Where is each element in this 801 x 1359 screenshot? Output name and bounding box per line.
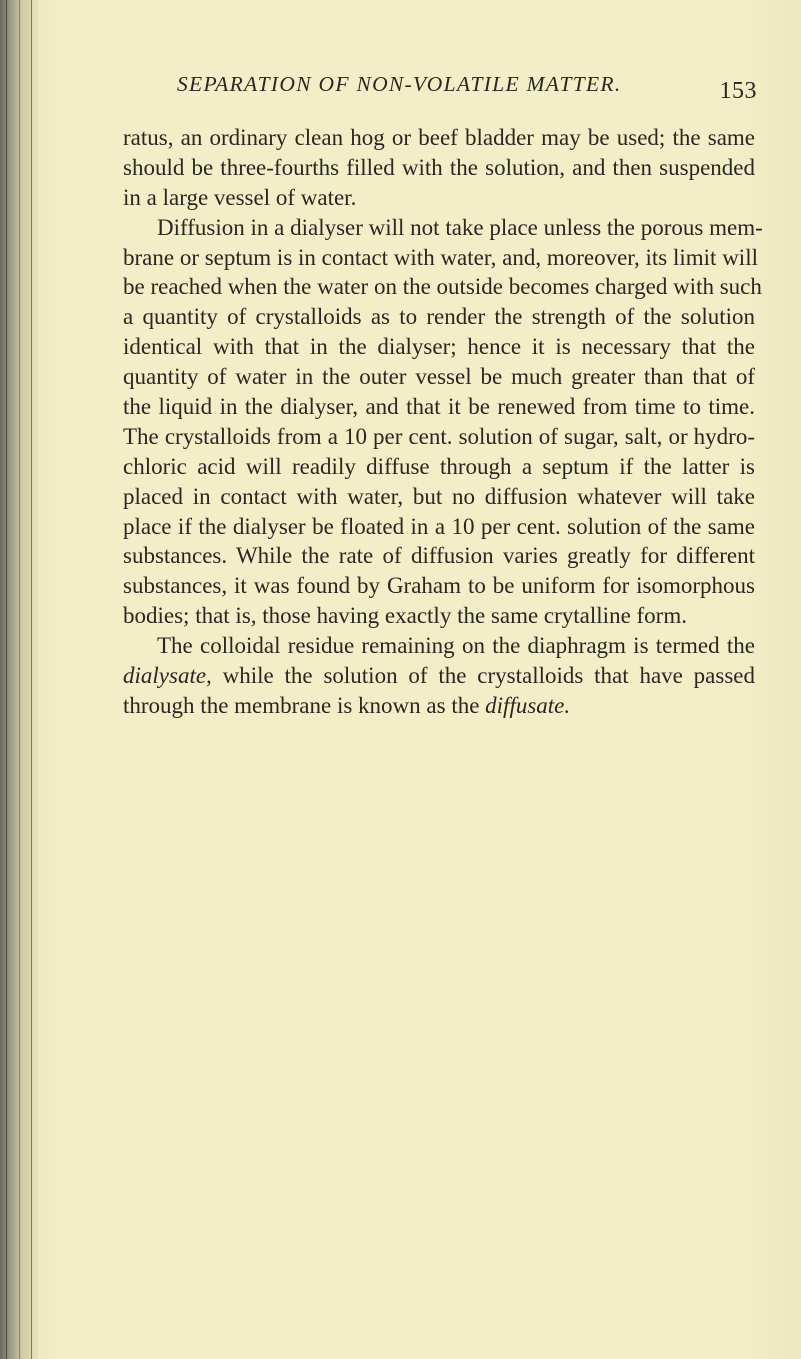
text-line: place if the dialyser be floated in a 10 per cent. solution of the same bbox=[123, 513, 755, 539]
text-line: placed in contact with water, but no diffusion whatever will take bbox=[123, 483, 755, 509]
text-line: substances, it was found by Graham to be uniform for isomorphous bbox=[123, 573, 755, 599]
page-number: 153 bbox=[719, 78, 757, 104]
text-line: the liquid in the dialyser, and that it be renewed from time to time. bbox=[123, 394, 755, 420]
running-head-title: SEPARATION OF NON-VOLATILE MATTER. bbox=[177, 72, 622, 96]
binding-line bbox=[31, 0, 32, 1359]
text-line: identical with that in the dialyser; hence it is necessary that the bbox=[123, 334, 755, 360]
text-span: through the membrane is known as the bbox=[123, 692, 486, 718]
text-line: quantity of water in the outer vessel be much greater than that of bbox=[123, 364, 755, 390]
text-line bbox=[123, 661, 755, 691]
term-diffusate: diffusate. bbox=[485, 692, 571, 718]
body-text bbox=[123, 123, 763, 721]
text-line: brane or septum is in contact with water, and, moreover, its limit will bbox=[123, 244, 758, 270]
text-line: substances. While the rate of diffusion varies greatly for different bbox=[123, 543, 755, 569]
text-line: ratus, an ordinary clean hog or beef bladder may be used; the same bbox=[123, 125, 755, 150]
text-span: while the solution of the crystalloids that have passed bbox=[211, 663, 755, 689]
text-line: in a large vessel of water. bbox=[123, 184, 357, 210]
text-line: should be three-fourths filled with the solution, and then suspended bbox=[123, 154, 755, 180]
text-line: Diffusion in a dialyser will not take place unless the porous mem- bbox=[157, 214, 763, 240]
text-line: be reached when the water on the outside becomes charged with such bbox=[123, 274, 762, 300]
text-line: The colloidal residue remaining on the diaphragm is termed the bbox=[157, 633, 755, 659]
text-line: chloric acid will readily diffuse through a septum if the latter is bbox=[123, 453, 755, 479]
term-dialysate: dialysate, bbox=[123, 663, 212, 689]
running-head bbox=[177, 72, 757, 112]
text-line: The crystalloids from a 10 per cent. solution of sugar, salt, or hydro- bbox=[123, 423, 755, 449]
text-line: bodies; that is, those having exactly the same crytalline form. bbox=[123, 603, 687, 629]
text-line bbox=[123, 691, 755, 721]
binding-line bbox=[19, 0, 20, 1359]
text-line: a quantity of crystalloids as to render the strength of the solution bbox=[123, 304, 755, 330]
binding-line bbox=[6, 0, 7, 1359]
